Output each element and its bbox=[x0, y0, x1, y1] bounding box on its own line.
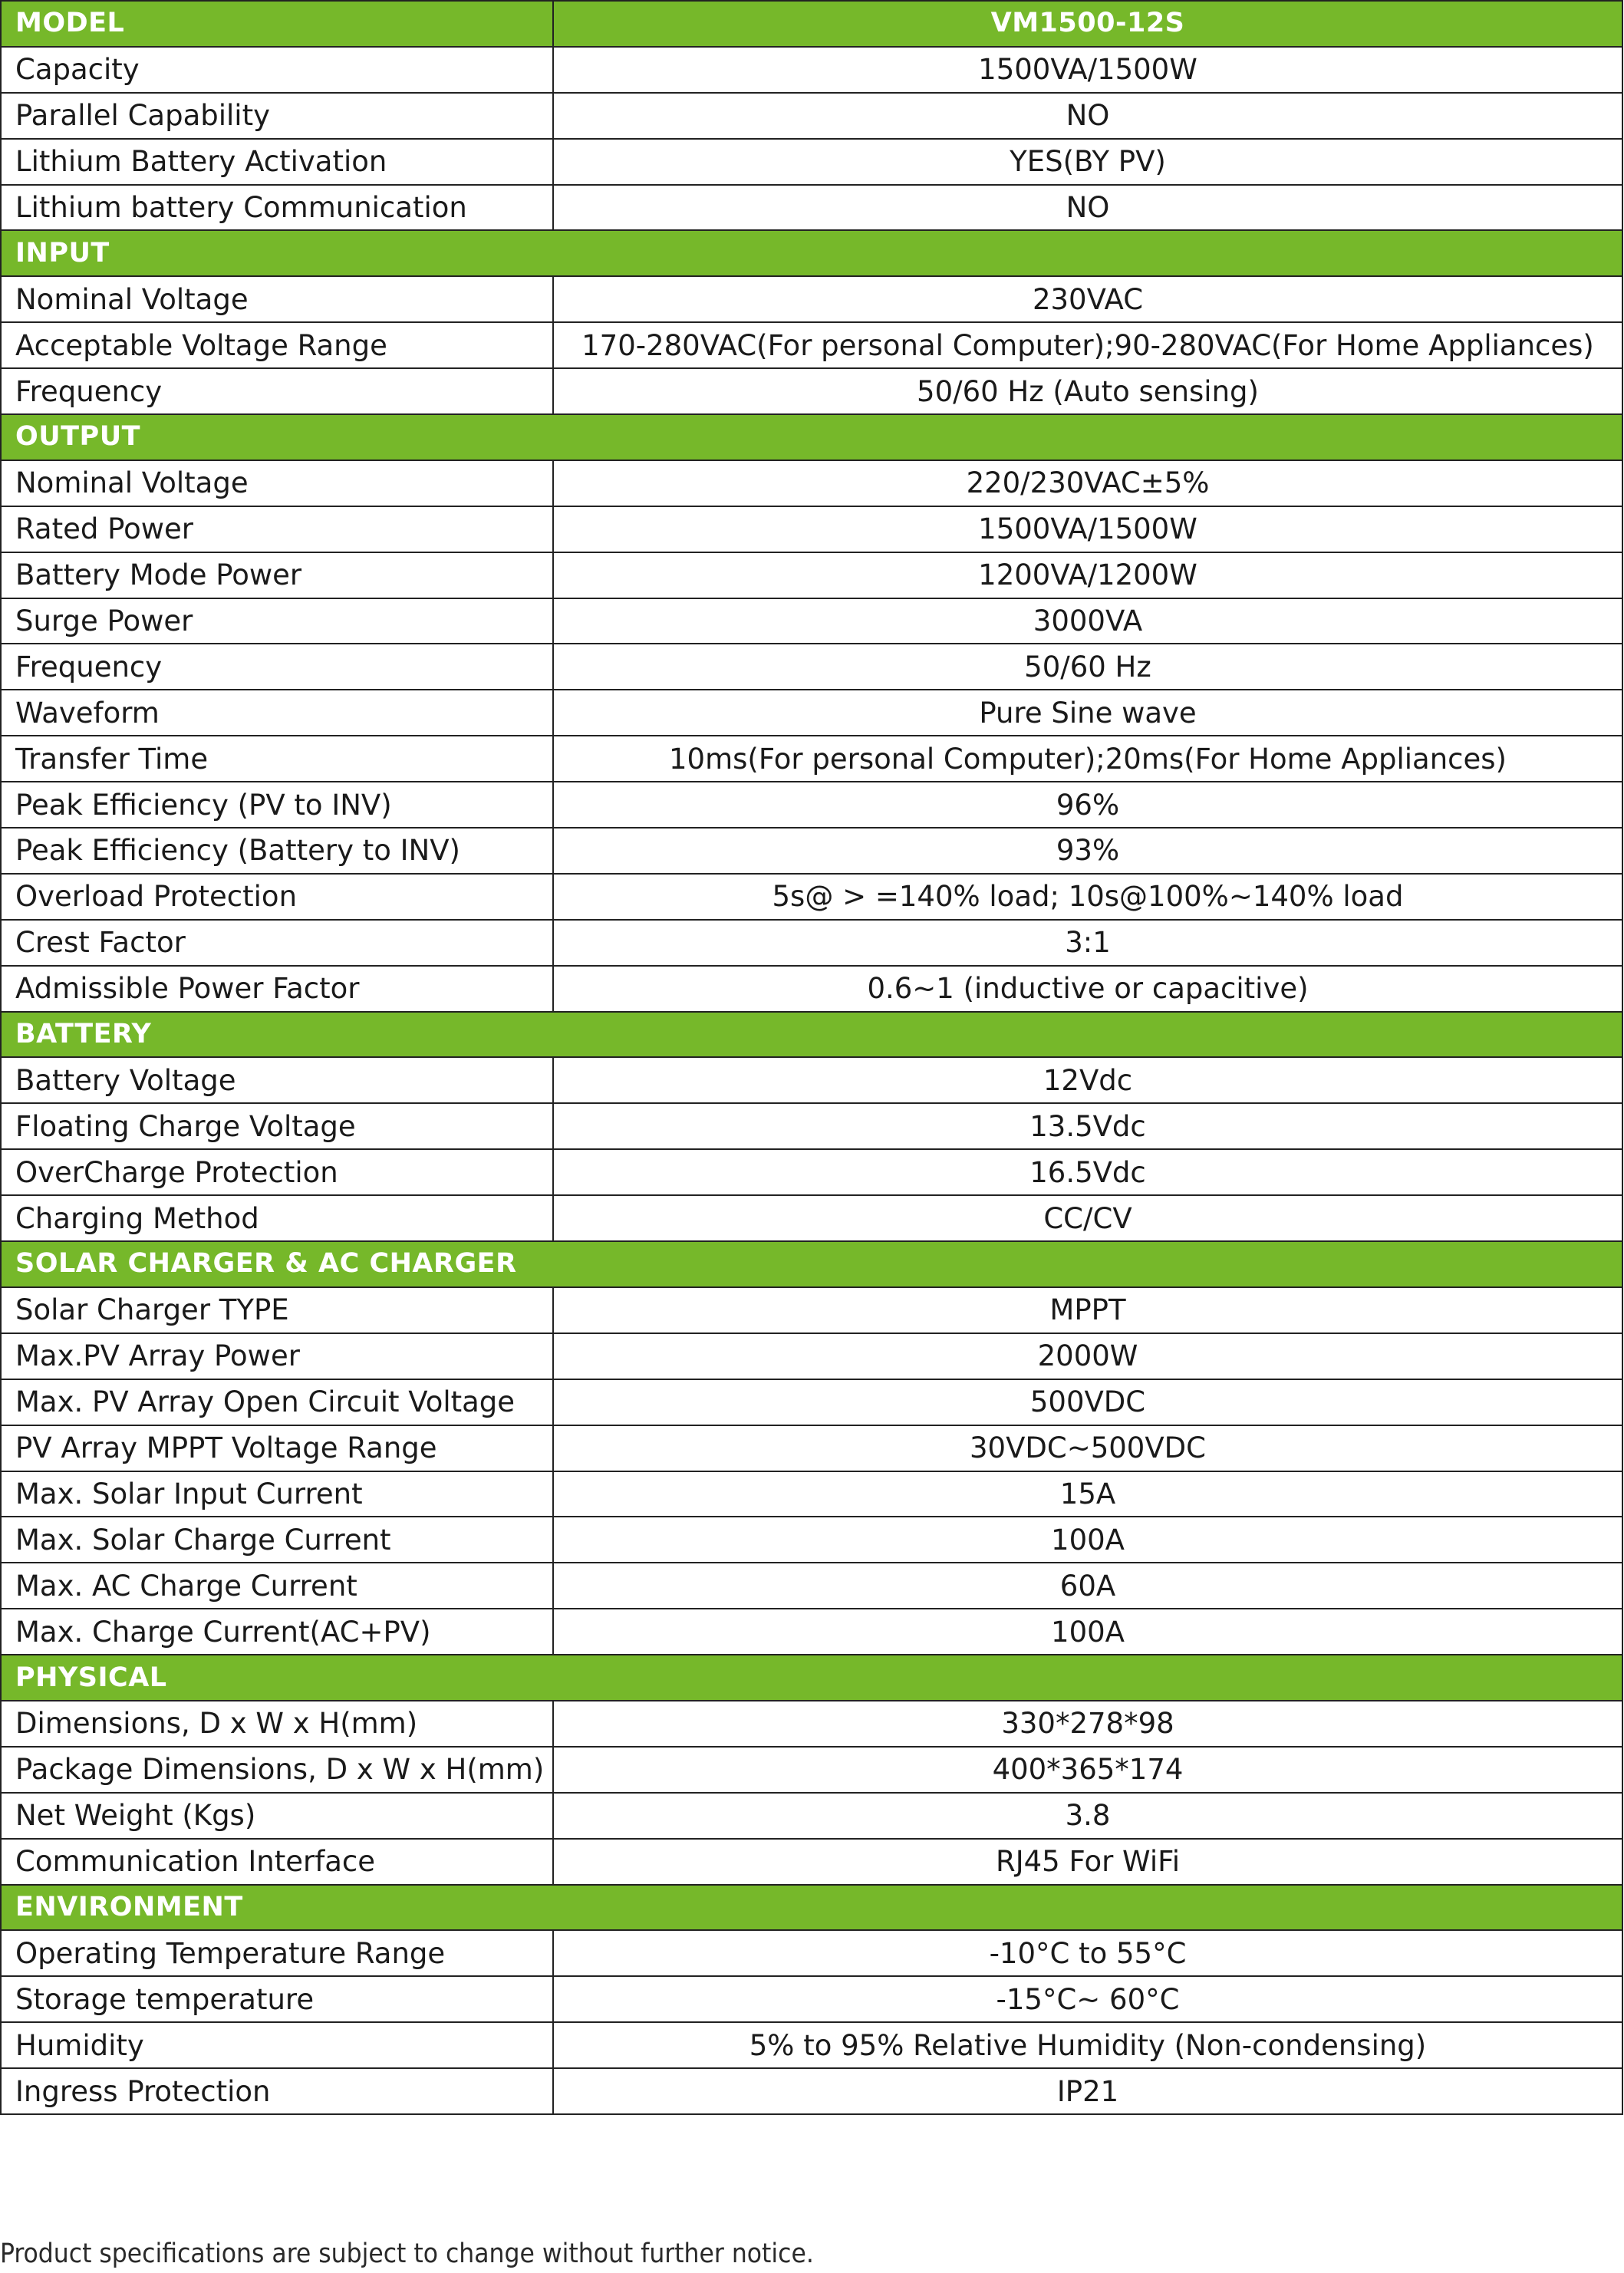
spec-label: Lithium battery Communication bbox=[1, 185, 553, 231]
spec-value: 60A bbox=[553, 1563, 1622, 1609]
spec-label: OverCharge Protection bbox=[1, 1149, 553, 1195]
spec-label: Ingress Protection bbox=[1, 2068, 553, 2114]
spec-value: MPPT bbox=[553, 1287, 1622, 1333]
spec-row bbox=[1, 185, 1622, 231]
spec-value: 230VAC bbox=[553, 276, 1622, 322]
spec-value: NO bbox=[553, 185, 1622, 231]
section-label: PHYSICAL bbox=[1, 1655, 1622, 1701]
spec-value: 220/230VAC±5% bbox=[553, 460, 1622, 506]
spec-label: Rated Power bbox=[1, 506, 553, 552]
spec-value: 170-280VAC(For personal Computer);90-280VAC(For Home Appliances) bbox=[553, 322, 1622, 368]
spec-row bbox=[1, 598, 1622, 644]
spec-label: Package Dimensions, D x W x H(mm) bbox=[1, 1747, 553, 1793]
spec-label: Max. AC Charge Current bbox=[1, 1563, 553, 1609]
spec-value: 16.5Vdc bbox=[553, 1149, 1622, 1195]
spec-value: 500VDC bbox=[553, 1379, 1622, 1425]
spec-label: Capacity bbox=[1, 47, 553, 93]
spec-value: 10ms(For personal Computer);20ms(For Home Appliances) bbox=[553, 736, 1622, 782]
spec-row bbox=[1, 368, 1622, 414]
section-header-physical bbox=[1, 1655, 1622, 1701]
section-value: VM1500-12S bbox=[553, 1, 1622, 47]
section-label: INPUT bbox=[1, 230, 1622, 276]
spec-value: 100A bbox=[553, 1609, 1622, 1655]
spec-row bbox=[1, 2068, 1622, 2114]
spec-label: Frequency bbox=[1, 368, 553, 414]
spec-row bbox=[1, 828, 1622, 874]
spec-row bbox=[1, 1793, 1622, 1839]
spec-value: 5s@ > =140% load; 10s@100%~140% load bbox=[553, 874, 1622, 920]
spec-label: Communication Interface bbox=[1, 1839, 553, 1885]
spec-value: IP21 bbox=[553, 2068, 1622, 2114]
spec-row bbox=[1, 966, 1622, 1012]
spec-label: Lithium Battery Activation bbox=[1, 139, 553, 185]
spec-label: Peak Efficiency (PV to INV) bbox=[1, 782, 553, 828]
spec-row bbox=[1, 322, 1622, 368]
spec-label: Storage temperature bbox=[1, 1976, 553, 2022]
spec-label: Max. Solar Input Current bbox=[1, 1471, 553, 1517]
spec-value: 2000W bbox=[553, 1333, 1622, 1379]
spec-row bbox=[1, 276, 1622, 322]
spec-label: Nominal Voltage bbox=[1, 276, 553, 322]
spec-value: 1200VA/1200W bbox=[553, 552, 1622, 598]
spec-label: PV Array MPPT Voltage Range bbox=[1, 1425, 553, 1471]
spec-row bbox=[1, 1517, 1622, 1563]
section-header-environment bbox=[1, 1885, 1622, 1931]
spec-label: Dimensions, D x W x H(mm) bbox=[1, 1701, 553, 1747]
spec-row bbox=[1, 1379, 1622, 1425]
spec-label: Nominal Voltage bbox=[1, 460, 553, 506]
spec-value: 30VDC~500VDC bbox=[553, 1425, 1622, 1471]
section-header-model bbox=[1, 1, 1622, 47]
spec-label: Transfer Time bbox=[1, 736, 553, 782]
spec-label: Crest Factor bbox=[1, 920, 553, 966]
spec-value: 5% to 95% Relative Humidity (Non-condensing) bbox=[553, 2022, 1622, 2068]
spec-label: Surge Power bbox=[1, 598, 553, 644]
spec-row bbox=[1, 1103, 1622, 1149]
section-header-solar-charger-ac-charger bbox=[1, 1241, 1622, 1287]
spec-value: -10°C to 55°C bbox=[553, 1930, 1622, 1976]
spec-value: 3.8 bbox=[553, 1793, 1622, 1839]
spec-value: 50/60 Hz bbox=[553, 644, 1622, 690]
spec-value: 12Vdc bbox=[553, 1057, 1622, 1103]
spec-label: Overload Protection bbox=[1, 874, 553, 920]
spec-row bbox=[1, 460, 1622, 506]
spec-label: Acceptable Voltage Range bbox=[1, 322, 553, 368]
spec-value: -15°C~ 60°C bbox=[553, 1976, 1622, 2022]
spec-row bbox=[1, 139, 1622, 185]
spec-row bbox=[1, 1747, 1622, 1793]
spec-value: 0.6~1 (inductive or capacitive) bbox=[553, 966, 1622, 1012]
spec-value: RJ45 For WiFi bbox=[553, 1839, 1622, 1885]
spec-row bbox=[1, 920, 1622, 966]
spec-label: Max. Charge Current(AC+PV) bbox=[1, 1609, 553, 1655]
spec-row bbox=[1, 1471, 1622, 1517]
spec-row bbox=[1, 1839, 1622, 1885]
spec-label: Peak Efficiency (Battery to INV) bbox=[1, 828, 553, 874]
section-label: SOLAR CHARGER & AC CHARGER bbox=[1, 1241, 1622, 1287]
spec-row bbox=[1, 1930, 1622, 1976]
spec-label: Operating Temperature Range bbox=[1, 1930, 553, 1976]
spec-label: Frequency bbox=[1, 644, 553, 690]
spec-value: 96% bbox=[553, 782, 1622, 828]
spec-row bbox=[1, 874, 1622, 920]
spec-row bbox=[1, 1287, 1622, 1333]
spec-value: 13.5Vdc bbox=[553, 1103, 1622, 1149]
spec-value: 400*365*174 bbox=[553, 1747, 1622, 1793]
spec-row bbox=[1, 93, 1622, 139]
spec-value: 330*278*98 bbox=[553, 1701, 1622, 1747]
spec-label: Battery Mode Power bbox=[1, 552, 553, 598]
spec-row bbox=[1, 1333, 1622, 1379]
section-header-output bbox=[1, 414, 1622, 460]
spec-row bbox=[1, 1057, 1622, 1103]
spec-value: YES(BY PV) bbox=[553, 139, 1622, 185]
spec-row bbox=[1, 1563, 1622, 1609]
spec-value: 93% bbox=[553, 828, 1622, 874]
spec-label: Max.PV Array Power bbox=[1, 1333, 553, 1379]
spec-label: Net Weight (Kgs) bbox=[1, 1793, 553, 1839]
spec-label: Floating Charge Voltage bbox=[1, 1103, 553, 1149]
spec-label: Battery Voltage bbox=[1, 1057, 553, 1103]
section-label: MODEL bbox=[1, 1, 553, 47]
spec-row bbox=[1, 736, 1622, 782]
spec-value: NO bbox=[553, 93, 1622, 139]
spec-row bbox=[1, 1609, 1622, 1655]
section-header-battery bbox=[1, 1012, 1622, 1058]
spec-row bbox=[1, 690, 1622, 736]
spec-label: Waveform bbox=[1, 690, 553, 736]
spec-label: Max. Solar Charge Current bbox=[1, 1517, 553, 1563]
section-label: BATTERY bbox=[1, 1012, 1622, 1058]
spec-value: 3:1 bbox=[553, 920, 1622, 966]
spec-label: Humidity bbox=[1, 2022, 553, 2068]
spec-row bbox=[1, 1149, 1622, 1195]
spec-row bbox=[1, 2022, 1622, 2068]
spec-value: 1500VA/1500W bbox=[553, 47, 1622, 93]
spec-value: 50/60 Hz (Auto sensing) bbox=[553, 368, 1622, 414]
spec-row bbox=[1, 552, 1622, 598]
spec-row bbox=[1, 506, 1622, 552]
section-label: ENVIRONMENT bbox=[1, 1885, 1622, 1931]
spec-value: 15A bbox=[553, 1471, 1622, 1517]
spec-label: Max. PV Array Open Circuit Voltage bbox=[1, 1379, 553, 1425]
spec-row bbox=[1, 1425, 1622, 1471]
spec-row bbox=[1, 47, 1622, 93]
spec-label: Parallel Capability bbox=[1, 93, 553, 139]
spec-table-body bbox=[1, 1, 1622, 2114]
spec-value: 100A bbox=[553, 1517, 1622, 1563]
footnote: Product specifications are subject to change without further notice. bbox=[0, 2238, 814, 2269]
spec-row bbox=[1, 782, 1622, 828]
spec-row bbox=[1, 1701, 1622, 1747]
spec-label: Solar Charger TYPE bbox=[1, 1287, 553, 1333]
spec-row bbox=[1, 1976, 1622, 2022]
spec-value: CC/CV bbox=[553, 1195, 1622, 1241]
spec-value: 1500VA/1500W bbox=[553, 506, 1622, 552]
spec-row bbox=[1, 644, 1622, 690]
spec-row bbox=[1, 1195, 1622, 1241]
section-header-input bbox=[1, 230, 1622, 276]
spec-value: 3000VA bbox=[553, 598, 1622, 644]
spec-label: Admissible Power Factor bbox=[1, 966, 553, 1012]
spec-label: Charging Method bbox=[1, 1195, 553, 1241]
spec-value: Pure Sine wave bbox=[553, 690, 1622, 736]
section-label: OUTPUT bbox=[1, 414, 1622, 460]
